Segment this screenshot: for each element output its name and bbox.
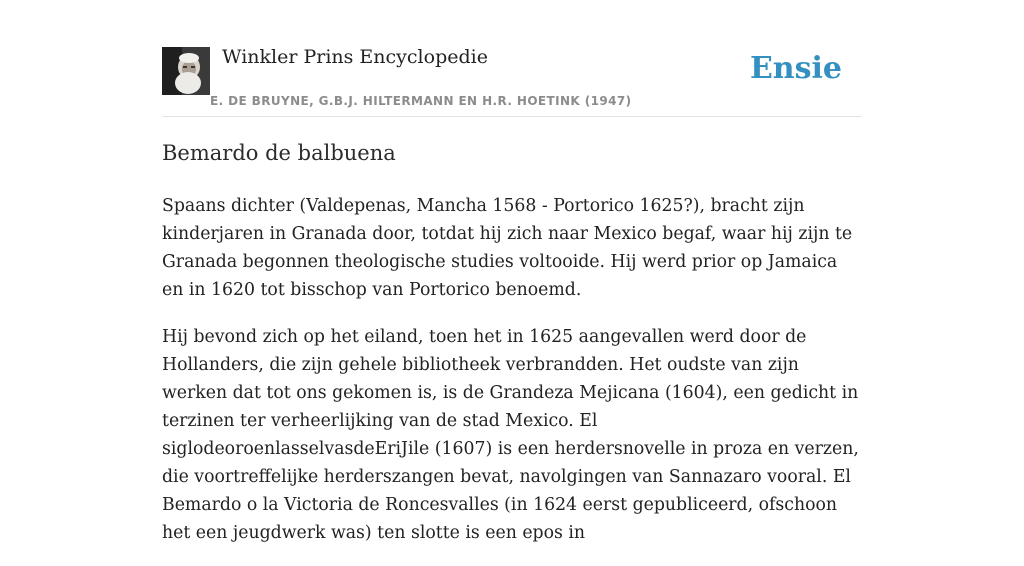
portrait-photo-icon <box>162 47 210 95</box>
brand-logo[interactable]: Ensie <box>749 51 842 86</box>
article-body <box>162 192 862 566</box>
article-paragraph: Hij bevond zich op het eiland, toen het in 1625 aangevallen werd door de Hollanders, die zijn gehele bibliotheek verbrandden. Het oudste van zijn werken dat tot ons gekomen is, is de Grandeza Mejicana (1604), een gedicht in terzinen ter verheerlijking van de stad Mexico. El siglodeoroenlasselvasdeEriJile (1607) is een herdersnovelle in proza en verzen, die voortreffelijke herderszangen bevat, navolgingen van Sannazaro vooral. El Bemardo o la Victoria de Roncesvalles (in 1624 eerst gepubliceerd, ofschoon het een jeugdwerk was) ten slotte is een epos in <box>162 327 859 543</box>
authors-credit: E. DE BRUYNE, G.B.J. HILTERMANN EN H.R. HOETINK (1947) <box>210 94 632 108</box>
article-paragraph: Spaans dichter (Valdepenas, Mancha 1568 - Portorico 1625?), bracht zijn kinderjaren in Granada door, totdat hij zich naar Mexico begaf, waar hij zijn te Granada begonnen theologische studies voltooide. Hij werd prior op Jamaica en in 1620 tot bisschop van Portorico benoemd. <box>162 196 853 300</box>
site-title[interactable]: Winkler Prins Encyclopedie <box>222 46 488 68</box>
site-header <box>162 44 862 117</box>
article-title: Bemardo de balbuena <box>162 141 396 165</box>
